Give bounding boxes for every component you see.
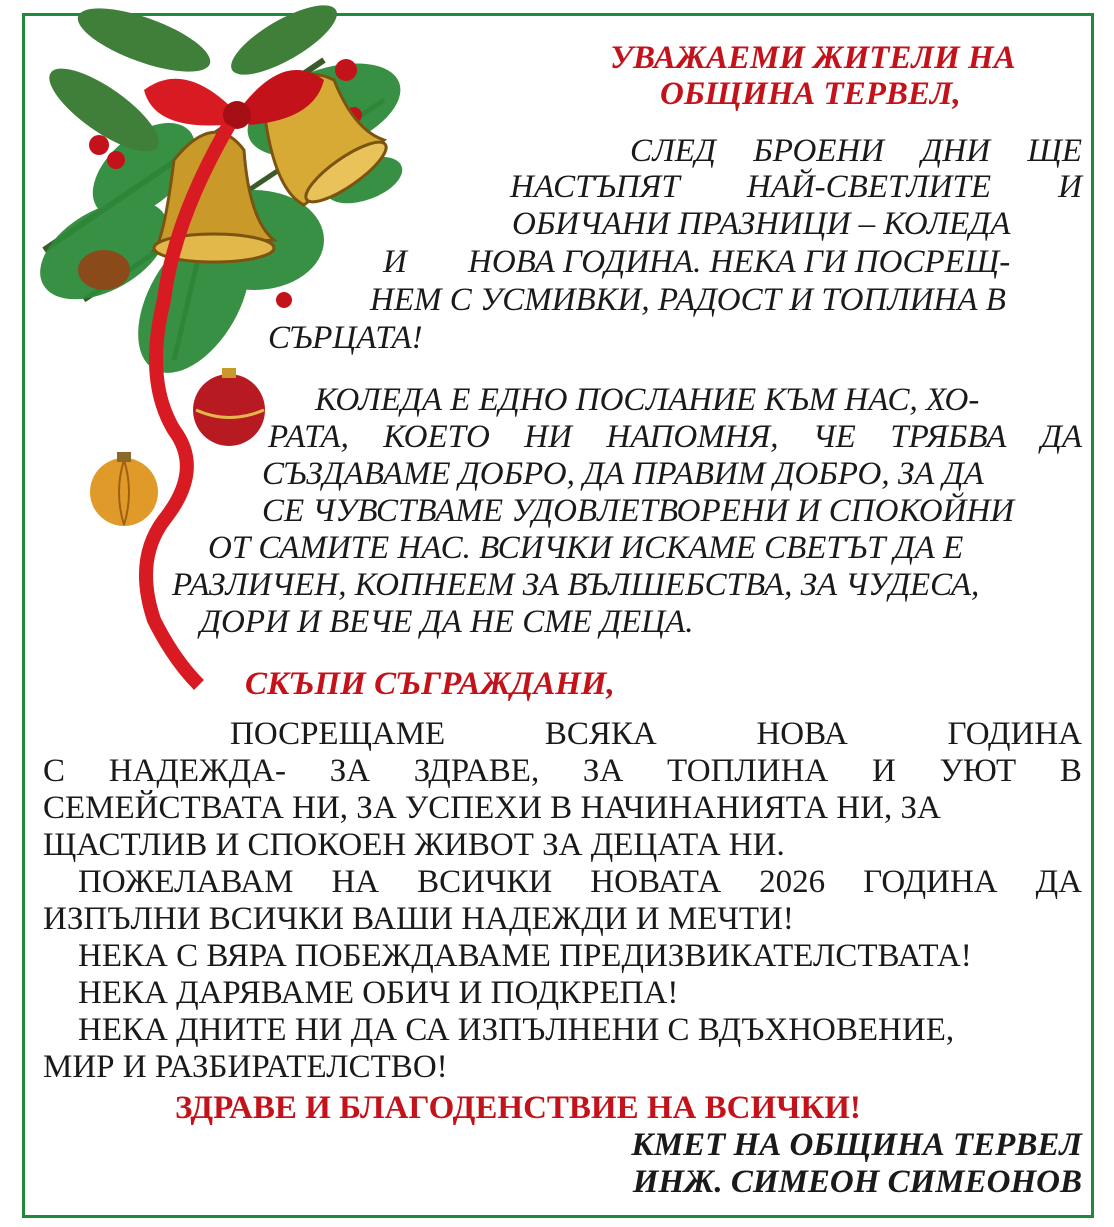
word: НИ: [524, 419, 572, 455]
word: НАПОМНЯ,: [606, 419, 779, 455]
word: НОВА: [756, 716, 848, 752]
word: В: [1059, 753, 1082, 789]
word: ДА: [1040, 419, 1082, 455]
word: ГОДИНА: [947, 716, 1082, 752]
para1-line-5: НЕМ С УСМИВКИ, РАДОСТ И ТОПЛИНА В: [370, 282, 1006, 318]
signature-name: ИНЖ. СИМЕОН СИМЕОНОВ: [632, 1164, 1082, 1200]
wish-1-line-1: [78, 864, 1082, 900]
para1-line-3: ОБИЧАНИ ПРАЗНИЦИ – КОЛЕДА: [512, 206, 1011, 242]
closing-wish: ЗДРАВЕ И БЛАГОДЕНСТВИЕ НА ВСИЧКИ!: [175, 1090, 861, 1126]
word: С: [43, 753, 66, 789]
para3-line-3: СЕМЕЙСТВАТА НИ, ЗА УСПЕХИ В НАЧИНАНИЯТА НИ, ЗА: [43, 790, 941, 826]
word: УЮТ: [939, 753, 1017, 789]
word: БРОЕНИ: [753, 133, 885, 169]
word: ПОСРЕЩАМЕ: [230, 716, 446, 752]
para2-line-3: СЪЗДАВАМЕ ДОБРО, ДА ПРАВИМ ДОБРО, ЗА ДА: [262, 456, 984, 492]
word: ДНИ: [921, 133, 991, 169]
word: ГОДИНА: [863, 864, 998, 900]
word: 2026: [759, 864, 826, 900]
para1-line-6: СЪРЦАТА!: [268, 320, 423, 356]
salutation-dear-citizens: СКЪПИ СЪГРАЖДАНИ,: [245, 666, 615, 702]
word: СЛЕД: [630, 133, 716, 169]
para1-line-4a: И: [383, 244, 407, 280]
wish-4-line-1: НЕКА ДНИТЕ НИ ДА СА ИЗПЪЛНЕНИ С ВДЪХНОВЕНИЕ,: [78, 1012, 955, 1048]
signature-title: КМЕТ НА ОБЩИНА ТЕРВЕЛ: [631, 1127, 1082, 1163]
wish-2: НЕКА С ВЯРА ПОБЕЖДАВАМЕ ПРЕДИЗВИКАТЕЛСТВАТА!: [78, 938, 972, 974]
word: И: [1058, 169, 1082, 205]
para1-line-4b: НОВА ГОДИНА. НЕКА ГИ ПОСРЕЩ-: [468, 244, 1011, 280]
wish-4-line-2: МИР И РАЗБИРАТЕЛСТВО!: [43, 1049, 448, 1085]
para2-line-6: РАЗЛИЧЕН, КОПНЕЕМ ЗА ВЪЛШЕБСТВА, ЗА ЧУДЕСА,: [172, 567, 980, 603]
greeting-line-1: УВАЖАЕМИ ЖИТЕЛИ НА: [610, 40, 1016, 76]
word: КОЕТО: [383, 419, 490, 455]
word: НА: [331, 864, 380, 900]
word: И: [872, 753, 896, 789]
word: НАЙ-СВЕТЛИТЕ: [746, 169, 992, 205]
word: ТРЯБВА: [890, 419, 1007, 455]
para2-line-2: [268, 419, 1082, 455]
para2-line-4: СЕ ЧУВСТВАМЕ УДОВЛЕТВОРЕНИ И СПОКОЙНИ: [262, 493, 1015, 529]
para2-line-5: ОТ САМИТЕ НАС. ВСИЧКИ ИСКАМЕ СВЕТЪТ ДА Е: [208, 530, 964, 566]
word: ЗА: [329, 753, 371, 789]
word: ДА: [1035, 864, 1082, 900]
word: ВСИЧКИ: [417, 864, 553, 900]
para3-line-2: [43, 753, 1082, 789]
para1-line-2: [510, 169, 1082, 205]
para1-line-1: [630, 133, 1082, 169]
word: ЗДРАВЕ,: [413, 753, 540, 789]
para3-line-1: [230, 716, 1082, 752]
wish-1-line-2: ИЗПЪЛНИ ВСИЧКИ ВАШИ НАДЕЖДИ И МЕЧТИ!: [43, 901, 794, 937]
word: ЩЕ: [1027, 133, 1082, 169]
word: ПОЖЕЛАВАМ: [78, 864, 294, 900]
para2-line-7: ДОРИ И ВЕЧЕ ДА НЕ СМЕ ДЕЦА.: [200, 604, 694, 640]
word: ТОПЛИНА: [667, 753, 829, 789]
word: НОВАТА: [590, 864, 722, 900]
para3-line-4: ЩАСТЛИВ И СПОКОЕН ЖИВОТ ЗА ДЕЦАТА НИ.: [43, 827, 785, 863]
word: ЗА: [582, 753, 624, 789]
wish-3: НЕКА ДАРЯВАМЕ ОБИЧ И ПОДКРЕПА!: [78, 975, 679, 1011]
word: НАСТЪПЯТ: [510, 169, 680, 205]
word: ВСЯКА: [544, 716, 657, 752]
greeting-line-2: ОБЩИНА ТЕРВЕЛ,: [660, 76, 961, 112]
word: РАТА,: [268, 419, 349, 455]
word: ЧЕ: [812, 419, 856, 455]
para2-line-1: КОЛЕДА Е ЕДНО ПОСЛАНИЕ КЪМ НАС, ХО-: [315, 382, 980, 418]
word: НАДЕЖДА-: [108, 753, 286, 789]
